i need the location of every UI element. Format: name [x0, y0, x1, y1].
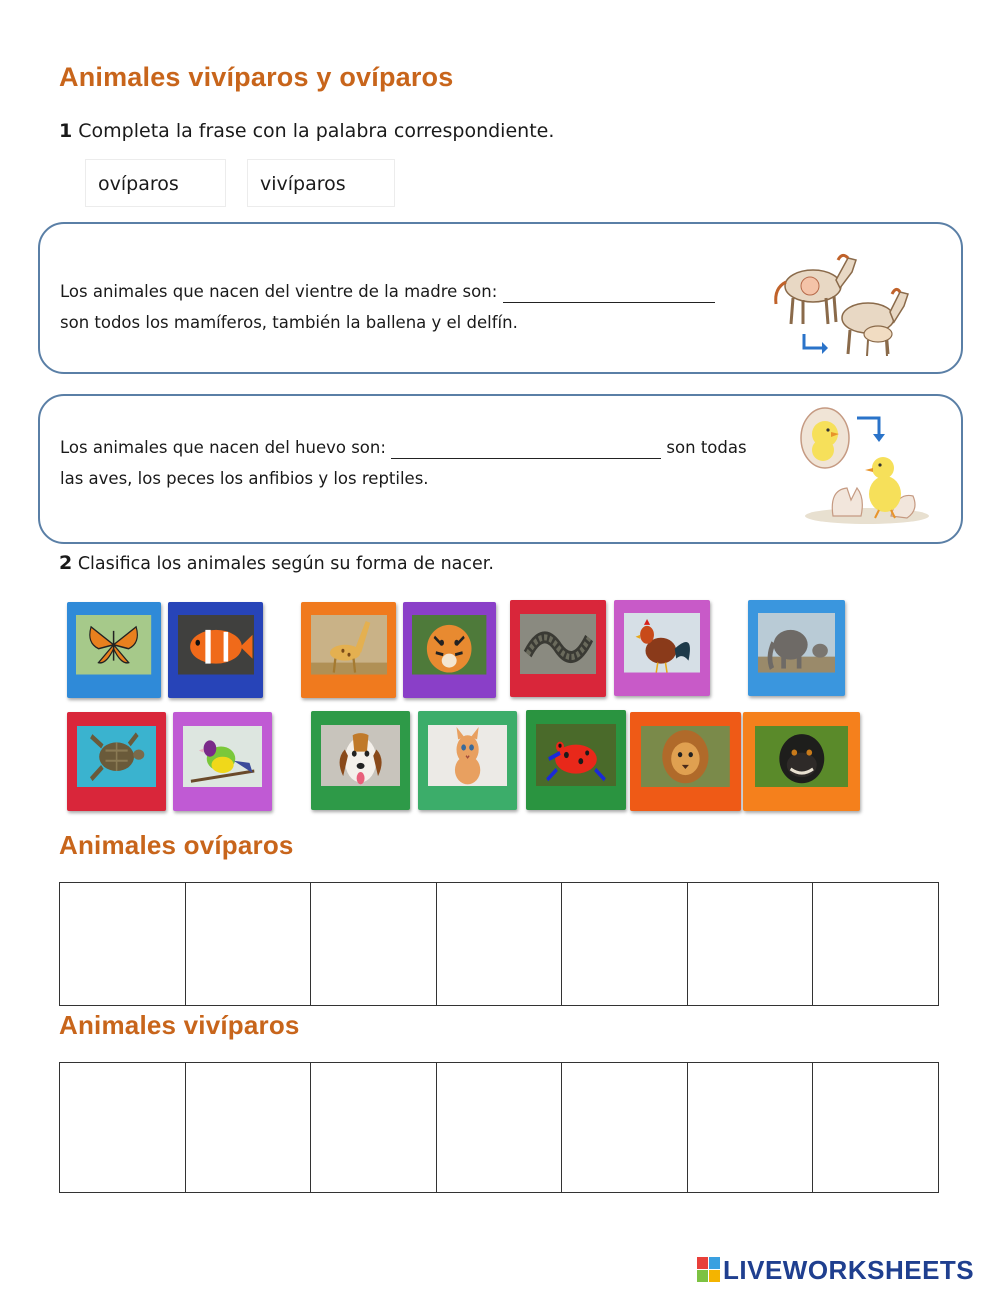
chick-hatching-illustration — [795, 404, 935, 532]
sentence-1-line-2: son todos los mamíferos, también la ballena y el delfín. — [60, 313, 518, 332]
animal-card-5[interactable] — [510, 600, 606, 697]
word-option-viviparos[interactable]: vivíparos — [247, 159, 395, 207]
viviparos-drop-cell[interactable] — [185, 1063, 311, 1193]
word-option-oviparos[interactable]: ovíparos — [85, 159, 226, 207]
oviparos-drop-cell[interactable] — [687, 883, 813, 1006]
logo-blocks-icon — [697, 1257, 721, 1283]
animal-photo — [178, 615, 254, 675]
animal-card-6[interactable] — [614, 600, 710, 696]
sentence-panel-viviparos — [38, 222, 963, 374]
exercise-2-number: 2 — [59, 552, 73, 574]
exercise-2-instruction — [59, 552, 494, 574]
oviparos-drop-cell[interactable] — [813, 883, 939, 1006]
animal-photo — [758, 613, 836, 673]
viviparos-drop-grid — [59, 1062, 939, 1193]
animal-card-7[interactable] — [748, 600, 845, 696]
viviparos-drop-cell[interactable] — [311, 1063, 437, 1193]
oviparos-drop-cell[interactable] — [436, 883, 562, 1006]
oviparos-drop-grid — [59, 882, 939, 1006]
animal-card-2[interactable] — [168, 602, 263, 698]
exercise-1-instruction — [59, 120, 554, 142]
blank-input-2[interactable] — [391, 438, 661, 459]
animal-photo — [321, 725, 400, 786]
oviparos-drop-cell[interactable] — [60, 883, 186, 1006]
viviparos-heading: Animales vivíparos — [59, 1010, 300, 1040]
exercise-1-number: 1 — [59, 120, 73, 142]
animal-card-13[interactable] — [630, 712, 741, 811]
animal-card-8[interactable] — [67, 712, 166, 811]
viviparos-drop-cell[interactable] — [436, 1063, 562, 1193]
animal-photo — [311, 615, 387, 675]
horse-birth-illustration — [768, 236, 918, 364]
oviparos-drop-cell[interactable] — [311, 883, 437, 1006]
viviparos-drop-cell[interactable] — [60, 1063, 186, 1193]
exercise-2-text: Clasifica los animales según su forma de nacer. — [77, 554, 494, 574]
animal-photo — [76, 615, 151, 675]
animal-card-11[interactable] — [418, 711, 517, 810]
animal-card-4[interactable] — [403, 602, 496, 698]
sentence-2-line-1-after: son todas — [666, 438, 747, 457]
liveworksheets-logo — [697, 1255, 974, 1285]
animal-photo — [428, 725, 507, 786]
oviparos-drop-cell[interactable] — [562, 883, 688, 1006]
viviparos-drop-cell[interactable] — [687, 1063, 813, 1193]
animal-card-10[interactable] — [311, 711, 410, 810]
animal-photo — [641, 726, 730, 787]
sentence-2-line-2: las aves, los peces los anfibios y los reptiles. — [60, 469, 429, 488]
logo-text: LIVEWORKSHEETS — [723, 1254, 975, 1285]
animal-photo — [183, 726, 262, 787]
animal-photo — [536, 724, 616, 786]
blank-input-1[interactable] — [503, 282, 715, 303]
animal-card-1[interactable] — [67, 602, 161, 698]
exercise-1-text: Completa la frase con la palabra correspondiente. — [78, 120, 555, 142]
animal-card-9[interactable] — [173, 712, 272, 811]
sentence-1-line-1: Los animales que nacen del vientre de la madre son: — [60, 282, 498, 301]
animal-photo — [755, 726, 849, 787]
viviparos-drop-cell[interactable] — [562, 1063, 688, 1193]
animal-photo — [412, 615, 486, 675]
oviparos-heading: Animales ovíparos — [59, 830, 294, 860]
viviparos-drop-cell[interactable] — [813, 1063, 939, 1193]
animal-photo — [520, 614, 597, 674]
page-title: Animales vivíparos y ovíparos — [59, 62, 454, 92]
sentence-2-line-1: Los animales que nacen del huevo son: — [60, 438, 386, 457]
animal-photo — [77, 726, 156, 787]
oviparos-drop-cell[interactable] — [185, 883, 311, 1006]
animal-card-12[interactable] — [526, 710, 626, 810]
sentence-panel-oviparos — [38, 394, 963, 544]
animal-card-3[interactable] — [301, 602, 396, 698]
animal-photo — [624, 613, 701, 673]
animal-card-14[interactable] — [743, 712, 860, 811]
